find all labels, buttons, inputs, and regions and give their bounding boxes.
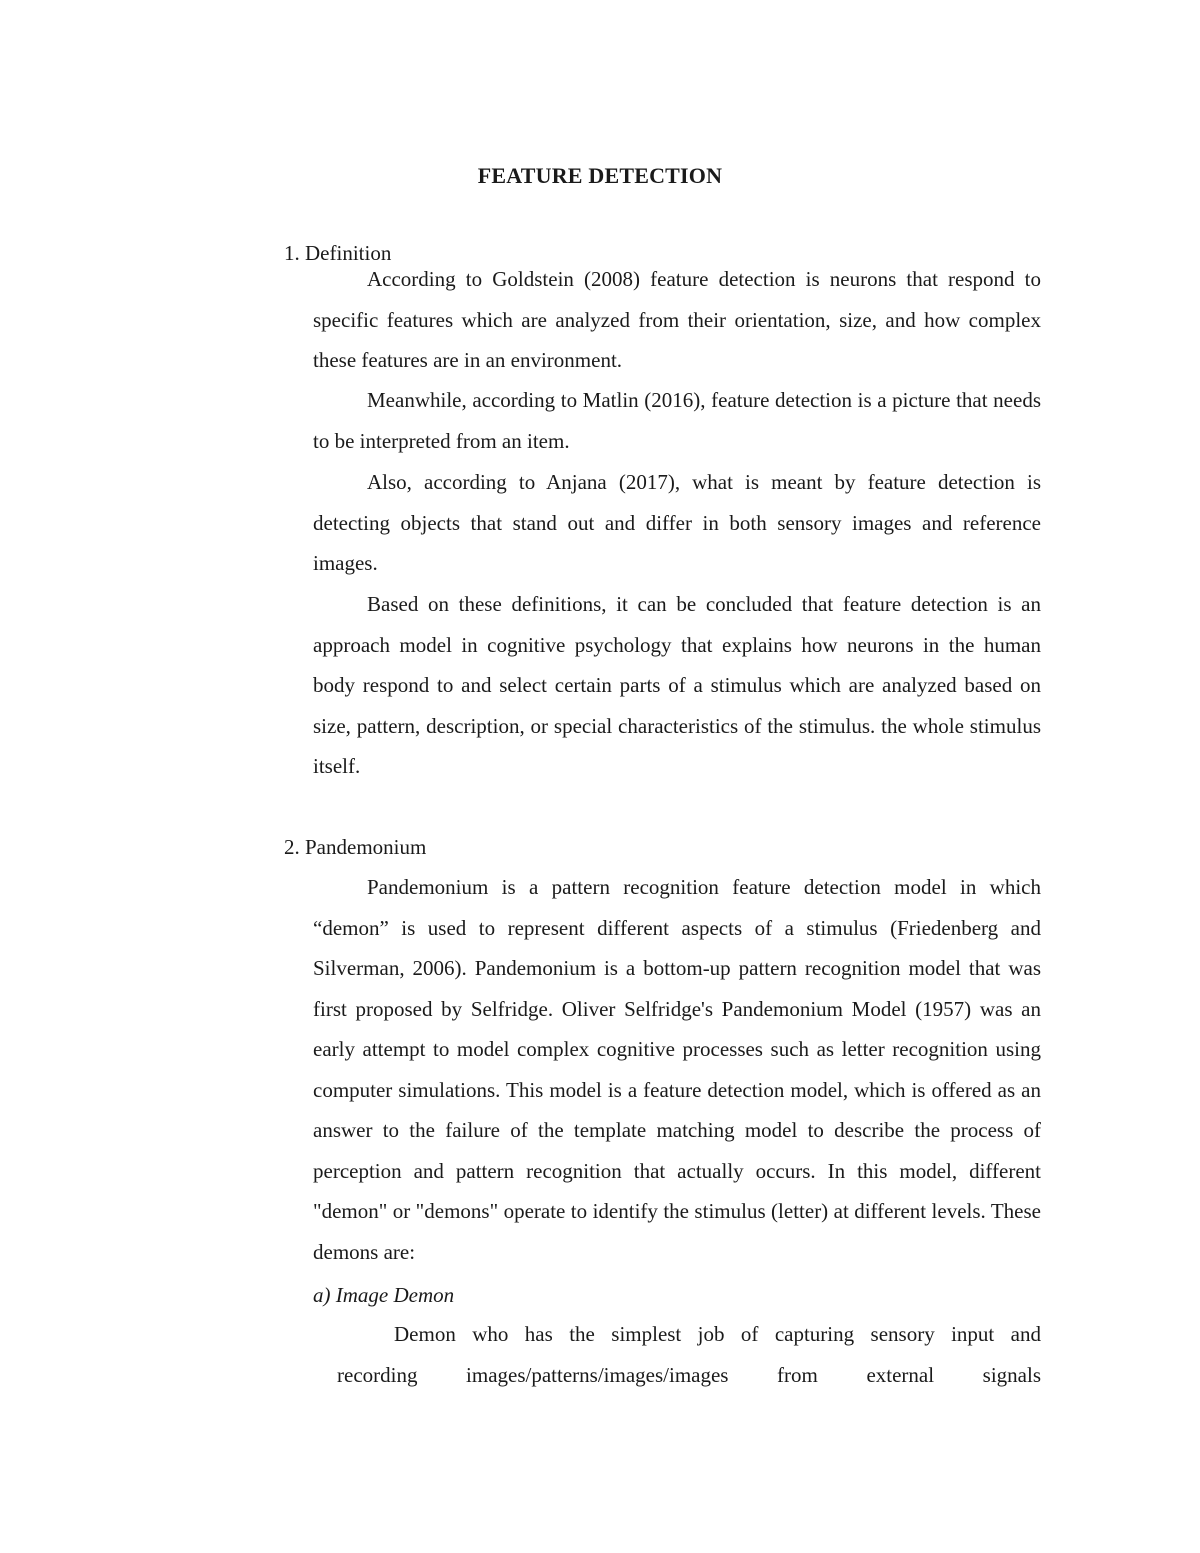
section-heading-pandemonium: 2. Pandemonium bbox=[284, 835, 427, 859]
paragraph: Based on these definitions, it can be concluded that feature detection is an approach model in cognitive psychology that explains how neurons in the human body respond to and select certain parts of a stimulus which are analyzed based on size, pattern, description, or special characteristics of the stimulus. the whole stimulus itself. bbox=[313, 592, 1041, 778]
paragraph: Pandemonium is a pattern recognition feature detection model in which “demon” is used to represent different aspects of a stimulus (Friedenberg and Silverman, 2006). Pandemonium is a bottom-up pattern recognition model that was first proposed by Selfridge. Oliver Selfridge's Pandemonium Model (1957) was an early attempt to model complex cognitive processes such as letter recognition using computer simulations. This model is a feature detection model, which is offered as an answer to the failure of the template matching model to describe the process of perception and pattern recognition that actually occurs. In this model, different "demon" or "demons" operate to identify the stimulus (letter) at different levels. These demons are: bbox=[313, 875, 1041, 1264]
subsection-line: recording images/patterns/images/images from external signals bbox=[337, 1362, 1041, 1387]
section-heading-definition: 1. Definition bbox=[284, 241, 392, 265]
page-title: FEATURE DETECTION bbox=[477, 163, 723, 188]
paragraph: Meanwhile, according to Matlin (2016), feature detection is a picture that needs to be interpreted from an item. bbox=[313, 388, 1041, 453]
paragraph: Also, according to Anjana (2017), what is meant by feature detection is detecting objects that stand out and differ in both sensory images and reference images. bbox=[313, 470, 1041, 575]
subsection-paragraph bbox=[337, 1314, 1041, 1395]
subsection-line: Demon who has the simplest job of capturing sensory input and bbox=[394, 1322, 1041, 1346]
paragraph: According to Goldstein (2008) feature detection is neurons that respond to specific features which are analyzed from their orientation, size, and how complex these features are in an environment. bbox=[313, 267, 1041, 372]
subsection-heading-image-demon: a) Image Demon bbox=[313, 1283, 455, 1307]
